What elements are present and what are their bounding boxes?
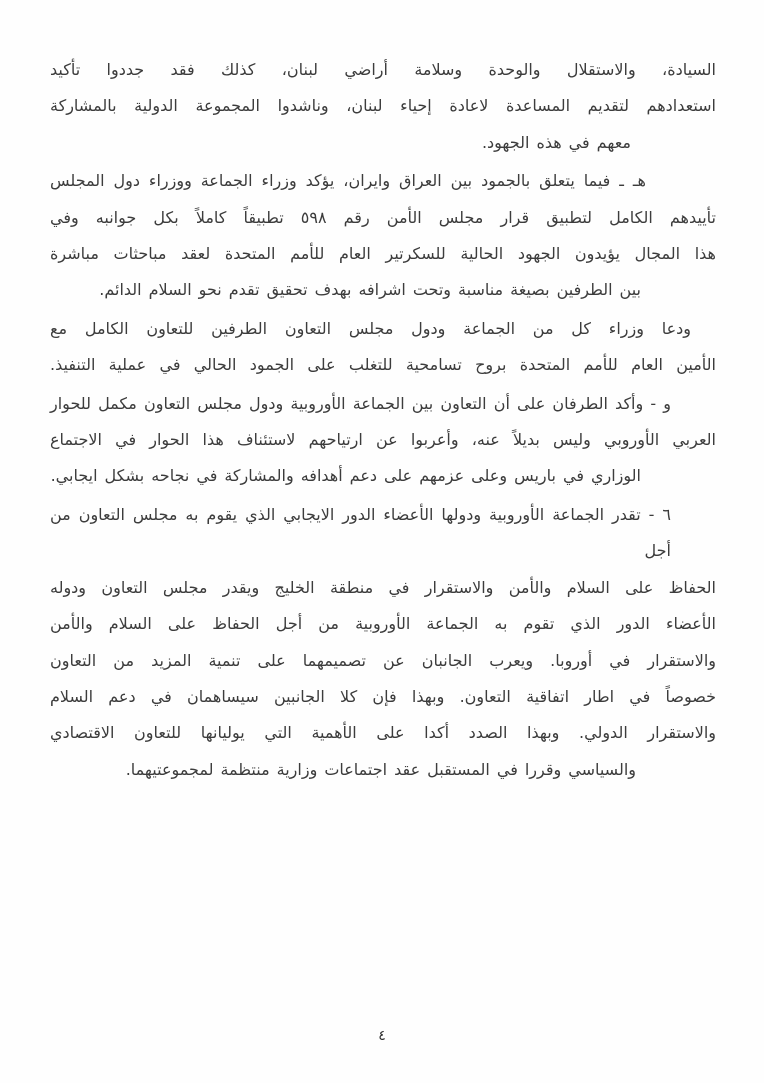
text-line: الأمين العام للأمم المتحدة بروح تسامحية للتغلب على الجمود الحالي في عملية التنفيذ. [50,355,716,375]
paragraph-6-gcc-ec-mutual-appreciation [50,497,716,788]
text-line: هذا المجال يؤيدون الجهود الحالية للسكرتير العام للأمم المتحدة لعقد مباحثات مباشرة [50,244,716,264]
list-item-waw-euro-arab-dialogue [50,386,716,495]
text-line: العربي الأوروبي وليس بديلاً عنه، وأعربوا عن ارتياحهم لاستئناف هذا الحوار في الاجتماع [50,430,716,450]
text-line: والاستقرار الدولي. وبهذا الصدد أكدا على الأهمية التي يوليانها للتعاون الاقتصادي [50,723,716,743]
text-line: والسياسي وقررا في المستقبل عقد اجتماعات وزارية منتظمة لمجموعتيهما. [125,759,636,779]
text-line: ٦ - تقدر الجماعة الأوروبية ودولها الأعضاء الدور الايجابي الذي يقوم به مجلس التعاون من أجل [50,504,671,561]
page-number: ٤ [378,1028,386,1044]
paragraph-lebanon-continuation [50,52,716,161]
paragraph-call-for-full-cooperation [50,311,716,384]
text-line: ودعا وزراء كل من الجماعة ودول مجلس التعاون الطرفين للتعاون الكامل مع [50,318,691,338]
text-line: الحفاظ على السلام والأمن والاستقرار في منطقة الخليج ويقدر مجلس التعاون ودوله [50,577,716,597]
text-line: معهم في هذه الجهود. [481,132,631,152]
text-line: الوزاري في باريس وعلى عزمهم على دعم أهدافه والمشاركة في نجاحه بشكل ايجابي. [50,466,641,486]
text-line: خصوصاً في اطار اتفاقية التعاون. وبهذا فإن كلا الجانبين سيساهمان في دعم السلام [50,686,716,706]
text-line: الأعضاء الدور الذي تقوم به الجماعة الأوروبية من أجل الحفاظ على السلام والأمن [50,614,716,634]
text-line: تأييدهم الكامل لتطبيق قرار مجلس الأمن رقم ٥٩٨ تطبيقاً كاملاً بكل جوانبه وفي [50,207,716,227]
text-line: السيادة، والاستقلال والوحدة وسلامة أراضي لبنان، كذلك فقد جددوا تأكيد [50,60,716,79]
text-line: استعدادهم لتقديم المساعدة لاعادة إحياء لبنان، وناشدوا المجموعة الدولية بالمشاركة [50,96,716,116]
text-line: و - وأكد الطرفان على أن التعاون بين الجماعة الأوروبية ودول مجلس التعاون مكمل للحوار [50,393,671,413]
list-item-heh-iraq-iran [50,163,716,309]
text-line: بين الطرفين بصيغة مناسبة وتحت اشرافه بهدف تحقيق تقدم نحو السلام الدائم. [99,280,641,300]
text-line: والاستقرار في أوروبا. ويعرب الجانبان عن تصميمهما على تنمية المزيد من التعاون [50,650,716,670]
text-line: هـ ـ فيما يتعلق بالجمود بين العراق وايران، يؤكد وزراء الجماعة ووزراء دول المجلس [50,171,646,191]
document-body [50,52,716,790]
